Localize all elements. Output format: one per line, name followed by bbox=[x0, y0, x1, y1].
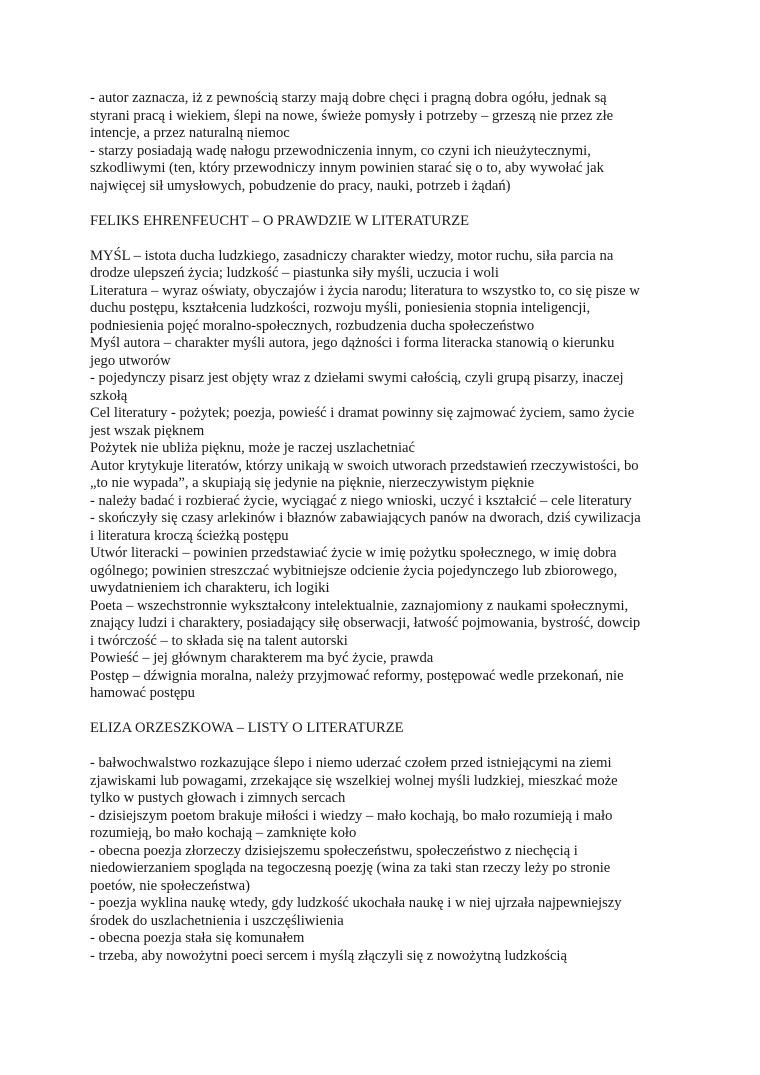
text-line: poetów, nie społeczeństwa) bbox=[90, 877, 250, 894]
text-line: niedowierzaniem spogląda na tegoczesną poezję (wina za taki stan rzeczy leży po stronie bbox=[90, 860, 611, 876]
text-line: - obecna poezja stała się komunałem bbox=[90, 930, 305, 946]
text-line: Cel literatury - pożytek; poezja, powieść i dramat powinny się zajmować życiem, samo życie bbox=[90, 405, 635, 421]
text-line: uwydatnieniem ich charakteru, ich logiki bbox=[90, 580, 330, 596]
text-line: środek do uszlachetnienia i uszczęśliwienia bbox=[90, 912, 344, 929]
section-heading: ELIZA ORZESZKOWA – LISTY O LITERATURZE bbox=[90, 720, 404, 736]
blank-line bbox=[90, 703, 680, 721]
text-line: - dzisiejszym poetom brakuje miłości i wiedzy – mało kochają, bo mało rozumieją i mało bbox=[90, 807, 613, 824]
text-line: - poezja wyklina naukę wtedy, gdy ludzkość ukochała naukę i w niej ujrzała najpewniejszy bbox=[90, 895, 622, 911]
text-line: - należy badać i rozbierać życie, wyciągać z niego wnioski, uczyć i kształcić – cele literatury bbox=[90, 492, 632, 509]
blank-line bbox=[90, 738, 680, 756]
text-line: - obecna poezja złorzeczy dzisiejszemu społeczeństwu, społeczeństwo z niechęcią i bbox=[90, 842, 578, 859]
text-line: „to nie wypada”, a skupiają się jedynie na pięknie, nierzeczywistym pięknie bbox=[90, 475, 535, 491]
text-line: znający ludzi i charaktery, posiadający siłę obserwacji, łatwość pojmowania, bystrość, dowcip bbox=[90, 615, 641, 631]
text-line: Literatura – wyraz oświaty, obyczajów i życia narodu; literatura to wszystko to, co się pisze w bbox=[90, 282, 640, 299]
text-line: - autor zaznacza, iż z pewnością starzy mają dobre chęci i pragną dobra ogółu, jednak są bbox=[90, 90, 607, 106]
blank-line bbox=[90, 230, 680, 248]
text-line: - pojedynczy pisarz jest objęty wraz z dziełami swymi całością, czyli grupą pisarzy, inaczej bbox=[90, 370, 624, 386]
text-line: rozumieją, bo mało kochają – zamknięte koło bbox=[90, 825, 357, 841]
text-line: drodze ulepszeń życia; ludzkość – piastunka siły myśli, uczucia i woli bbox=[90, 265, 499, 281]
text-line: jest wszak pięknem bbox=[90, 422, 205, 439]
text-line: Postęp – dźwignia moralna, należy przyjmować reformy, postępować wedle przekonań, nie bbox=[90, 667, 624, 684]
text-line: Poeta – wszechstronnie wykształcony intelektualnie, zaznajomiony z naukami społecznymi, bbox=[90, 597, 629, 614]
text-line: - starzy posiadają wadę nałogu przewodniczenia innym, co czyni ich nieużytecznymi, bbox=[90, 142, 591, 159]
text-line: Autor krytykuje literatów, którzy unikają w swoich utworach przedstawień rzeczywistości, bo bbox=[90, 457, 639, 474]
text-line: najwięcej sił umysłowych, pobudzenie do pracy, nauki, potrzeb i żądań) bbox=[90, 177, 511, 194]
text-line: i twórczość – to składa się na talent autorski bbox=[90, 632, 348, 649]
text-line: MYŚL – istota ducha ludzkiego, zasadniczy charakter wiedzy, motor ruchu, siła parcia na bbox=[90, 247, 614, 264]
text-line: hamować postępu bbox=[90, 685, 195, 701]
text-line: - skończyły się czasy arlekinów i błaznów zabawiających panów na dworach, dziś cywilizacja bbox=[90, 510, 641, 526]
section-2 bbox=[90, 213, 680, 703]
text-line: ogólnego; powinien streszczać wybitniejsze odcienie życia pojedynczego lub zbiorowego, bbox=[90, 562, 618, 579]
section-3 bbox=[90, 720, 680, 965]
text-line: Myśl autora – charakter myśli autora, jego dążności i forma literacka stanowią o kierunku bbox=[90, 335, 615, 351]
text-line: zjawiskami lub powagami, zrzekające się wszelkiej wolnej myśli ludzkiej, mieszkać może bbox=[90, 772, 618, 789]
text-line: i literatura kroczą ścieżką postępu bbox=[90, 527, 289, 544]
text-line: Powieść – jej głównym charakterem ma być życie, prawda bbox=[90, 650, 434, 666]
text-line: podniesienia pojęć moralno-społecznych, rozbudzenia ducha społeczeństwo bbox=[90, 317, 535, 334]
text-line: - bałwochwalstwo rozkazujące ślepo i niemo uderzać czołem przed istniejącymi na ziemi bbox=[90, 755, 612, 771]
text-line: Pożytek nie ubliża pięknu, może je raczej uszlachetniać bbox=[90, 440, 415, 456]
text-line: styrani pracą i wiekiem, ślepi na nowe, świeże pomysły i potrzeby – grzeszą nie przez złe bbox=[90, 107, 614, 124]
text-line: - trzeba, aby nowożytni poeci sercem i myślą złączyli się z nowożytną ludzkością bbox=[90, 947, 567, 964]
text-line: jego utworów bbox=[90, 352, 171, 369]
text-line: szkodliwymi (ten, który przewodniczy innym powinien starać się o to, aby wywołać jak bbox=[90, 160, 604, 176]
section-heading: FELIKS EHRENFEUCHT – O PRAWDZIE W LITERATURZE bbox=[90, 212, 470, 229]
text-line: tylko w pustych głowach i zimnych sercach bbox=[90, 790, 346, 806]
text-line: szkołą bbox=[90, 387, 128, 404]
text-line: duchu postępu, kształcenia ludzkości, rozwoju myśli, poniesienia stopnia inteligencji, bbox=[90, 300, 591, 316]
document-page bbox=[90, 90, 680, 965]
text-line: intencje, a przez naturalną niemoc bbox=[90, 125, 290, 141]
text-line: Utwór literacki – powinien przedstawiać życie w imię pożytku społecznego, w imię dobra bbox=[90, 545, 617, 561]
section-1 bbox=[90, 90, 680, 195]
blank-line bbox=[90, 195, 680, 213]
